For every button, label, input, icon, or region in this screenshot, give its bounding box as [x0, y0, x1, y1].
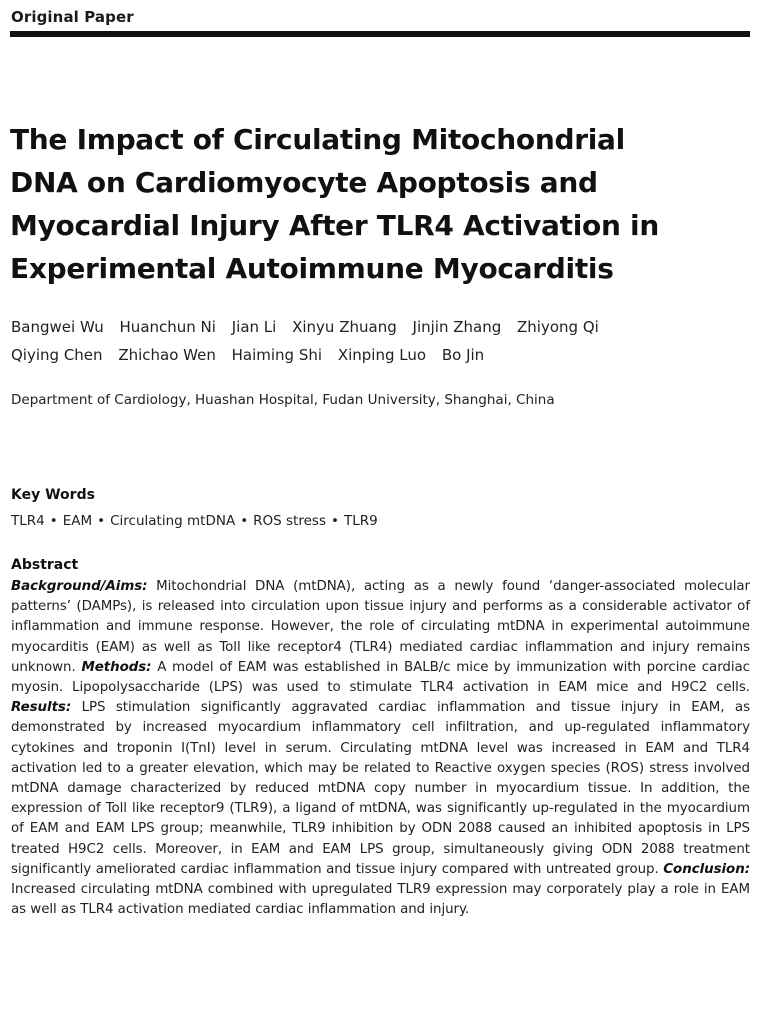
author-name: Xinping Luo [337, 346, 427, 364]
author-name: Jian Li [231, 318, 277, 336]
abstract-background-label: Background/Aims: [11, 579, 148, 594]
author-list [11, 313, 751, 369]
section-label: Original Paper [11, 8, 134, 26]
keyword-separator: • [49, 513, 58, 529]
keyword-separator: • [330, 513, 339, 529]
keywords-list [11, 513, 751, 529]
author-name: Qiying Chen [11, 346, 103, 364]
header-rule [10, 31, 750, 37]
author-name: Zhiyong Qi [517, 318, 599, 336]
title-line: Experimental Autoimmune Myocarditis [10, 252, 614, 285]
affiliation: Department of Cardiology, Huashan Hospital, Fudan University, Shanghai, China [11, 392, 555, 408]
abstract-conclusion-label: Conclusion: [663, 861, 750, 877]
keyword: TLR4 [11, 513, 45, 529]
keyword: EAM [62, 513, 93, 529]
author-name: Huanchun Ni [119, 318, 216, 336]
abstract-background-text: Mitochondrial DNA (mtDNA), acting as a newly found ‘danger-associated molecular patterns’ (DAMPs), is released into circulation upon tissue injury and performs as a considerable activator of inflammation and immune response. However, the role of circulating mtDNA in experimental autoimmune myocarditis (EAM) as well as Toll like receptor4 (TLR4) mediated cardiac inflammation and injury remains unknown. [11, 579, 750, 675]
abstract-methods-text: A model of EAM was established in BALB/c mice by immunization with porcine cardiac myosin. Lipopolysaccharide (LPS) was used to stimulate TLR4 activation in EAM mice and H9C2 cells. [11, 659, 750, 696]
keyword: ROS stress [253, 513, 326, 529]
title-line: DNA on Cardiomyocyte Apoptosis and [10, 166, 598, 199]
author-name: Haiming Shi [231, 346, 323, 364]
abstract-body [11, 577, 750, 920]
author-name: Xinyu Zhuang [292, 318, 397, 336]
keyword: TLR9 [343, 513, 378, 529]
abstract-methods-label: Methods: [81, 659, 152, 675]
title-line: Myocardial Injury After TLR4 Activation in [10, 209, 659, 242]
author-name: Bo Jin [441, 346, 485, 364]
abstract-results-label: Results: [11, 700, 72, 716]
keyword-separator: • [240, 513, 249, 529]
paper-title [10, 118, 750, 290]
author-name: Jinjin Zhang [412, 318, 502, 336]
abstract-conclusion-text: Increased circulating mtDNA combined with upregulated TLR9 expression may corporately play a role in EAM as well as TLR4 activation mediated cardiac inflammation and injury. [11, 882, 750, 918]
title-line: The Impact of Circulating Mitochondrial [10, 123, 625, 156]
keywords-heading: Key Words [11, 487, 95, 503]
author-row [11, 341, 751, 369]
abstract-heading: Abstract [11, 557, 79, 573]
author-name: Bangwei Wu [11, 318, 104, 336]
author-row [11, 313, 751, 341]
keyword: Circulating mtDNA [110, 513, 236, 529]
author-name: Zhichao Wen [118, 346, 216, 364]
keyword-separator: • [97, 513, 106, 529]
abstract-results-text: LPS stimulation significantly aggravated cardiac inflammation and tissue injury in EAM, as demonstrated by increased myocardium inflammatory cell infiltration, and up-regulated inflammatory cytokines and troponin I(TnI) level in serum. Circulating mtDNA level was increased in EAM and TLR4 activation led to a greater elevation, which may be related to Reactive oxygen species (ROS) stress involved mtDNA damage characterized by reduced mtDNA copy number in myocardium tissue. In addition, the expression of Toll like receptor9 (TLR9), a ligand of mtDNA, was significantly up-regulated in the myocardium of EAM and EAM LPS group; meanwhile, TLR9 inhibition by ODN 2088 caused an inhibited apoptosis in LPS treated H9C2 cells. Moreover, in EAM and EAM LPS group, simultaneously giving ODN 2088 treatment significantly ameliorated cardiac inflammation and tissue injury compared with untreated group. [11, 700, 750, 877]
